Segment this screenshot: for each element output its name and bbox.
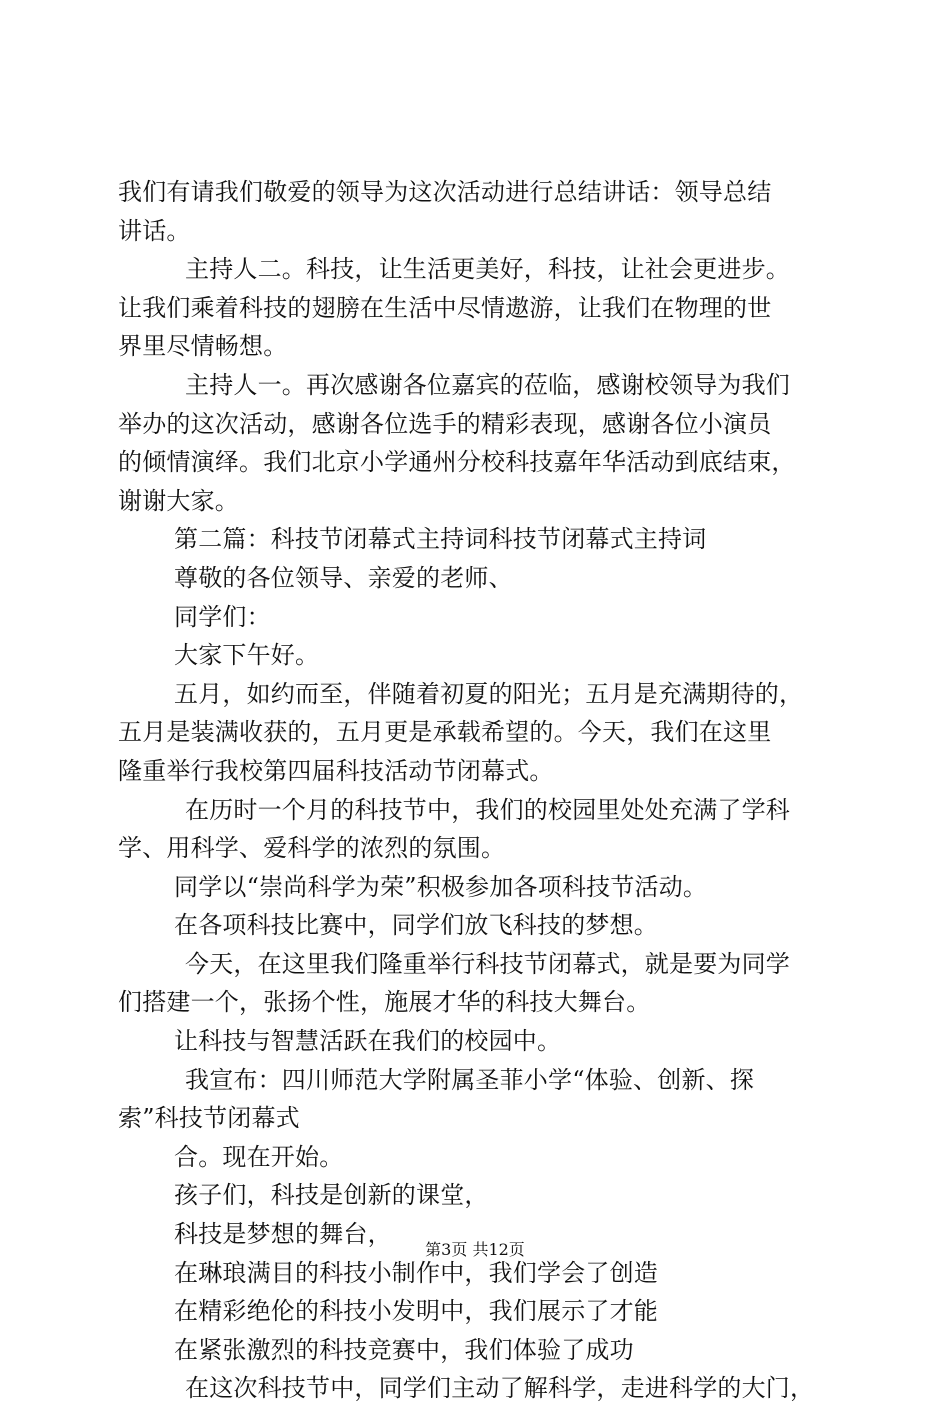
text-line: 在紧张激烈的科技竞赛中，我们体验了成功 <box>174 1335 634 1364</box>
text-line: 同学以“崇尚科学为荣”积极参加各项科技节活动。 <box>174 872 708 901</box>
text-line: 五月是装满收获的，五月更是承载希望的。今天，我们在这里 <box>118 718 772 747</box>
text-line: 让科技与智慧活跃在我们的校园中。 <box>174 1027 562 1056</box>
section-heading: 第二篇：科技节闭幕式主持词科技节闭幕式主持词 <box>174 525 707 554</box>
text-line: 在各项科技比赛中，同学们放飞科技的梦想。 <box>174 911 658 940</box>
document-body <box>118 173 838 1408</box>
text-line: 孩子们，科技是创新的课堂， <box>174 1181 489 1210</box>
text-line: 讲话。 <box>118 216 191 245</box>
text-line: 我们有请我们敬爱的领导为这次活动进行总结讲话：领导总结 <box>118 178 772 206</box>
text-line: 学、用科学、爱科学的浓烈的氛围。 <box>118 834 506 863</box>
text-line: 在琳琅满目的科技小制作中，我们学会了创造 <box>174 1258 658 1287</box>
text-line: 索”科技节闭幕式 <box>118 1104 300 1133</box>
text-line: 大家下午好。 <box>174 641 320 670</box>
text-line: 同学们： <box>174 602 271 631</box>
text-line: 尊敬的各位领导、亲爱的老师、 <box>174 563 513 592</box>
text-line: 让我们乘着科技的翅膀在生活中尽情遨游，让我们在物理的世 <box>118 293 772 322</box>
text-line: 在精彩绝伦的科技小发明中，我们展示了才能 <box>174 1297 658 1326</box>
text-line: 主持人一。再次感谢各位嘉宾的莅临，感谢校领导为我们 <box>185 370 790 399</box>
text-line: 五月，如约而至，伴随着初夏的阳光；五月是充满期待的， <box>174 679 804 708</box>
page-number: 第3页 共12页 <box>425 1240 525 1259</box>
text-line: 主持人二。科技，让生活更美好，科技，让社会更进步。 <box>185 255 790 284</box>
text-line: 谢谢大家。 <box>118 486 239 515</box>
text-line: 举办的这次活动，感谢各位选手的精彩表现，感谢各位小演员 <box>118 409 772 438</box>
text-line: 的倾情演绎。我们北京小学通州分校科技嘉年华活动到底结束， <box>118 448 796 477</box>
text-line: 隆重举行我校第四届科技活动节闭幕式。 <box>118 756 554 785</box>
text-line: 界里尽情畅想。 <box>118 332 288 361</box>
text-line: 在历时一个月的科技节中，我们的校园里处处充满了学科 <box>185 795 790 824</box>
text-line: 今天，在这里我们隆重举行科技节闭幕式，就是要为同学 <box>185 949 790 978</box>
text-line: 科技是梦想的舞台， <box>174 1220 392 1249</box>
text-line: 我宣布：四川师范大学附属圣菲小学“体验、创新、探 <box>185 1065 755 1094</box>
text-line: 在这次科技节中，同学们主动了解科学，走进科学的大门， <box>185 1374 815 1403</box>
text-line: 们搭建一个，张扬个性，施展才华的科技大舞台。 <box>118 988 651 1017</box>
text-line: 合。现在开始。 <box>174 1142 344 1171</box>
